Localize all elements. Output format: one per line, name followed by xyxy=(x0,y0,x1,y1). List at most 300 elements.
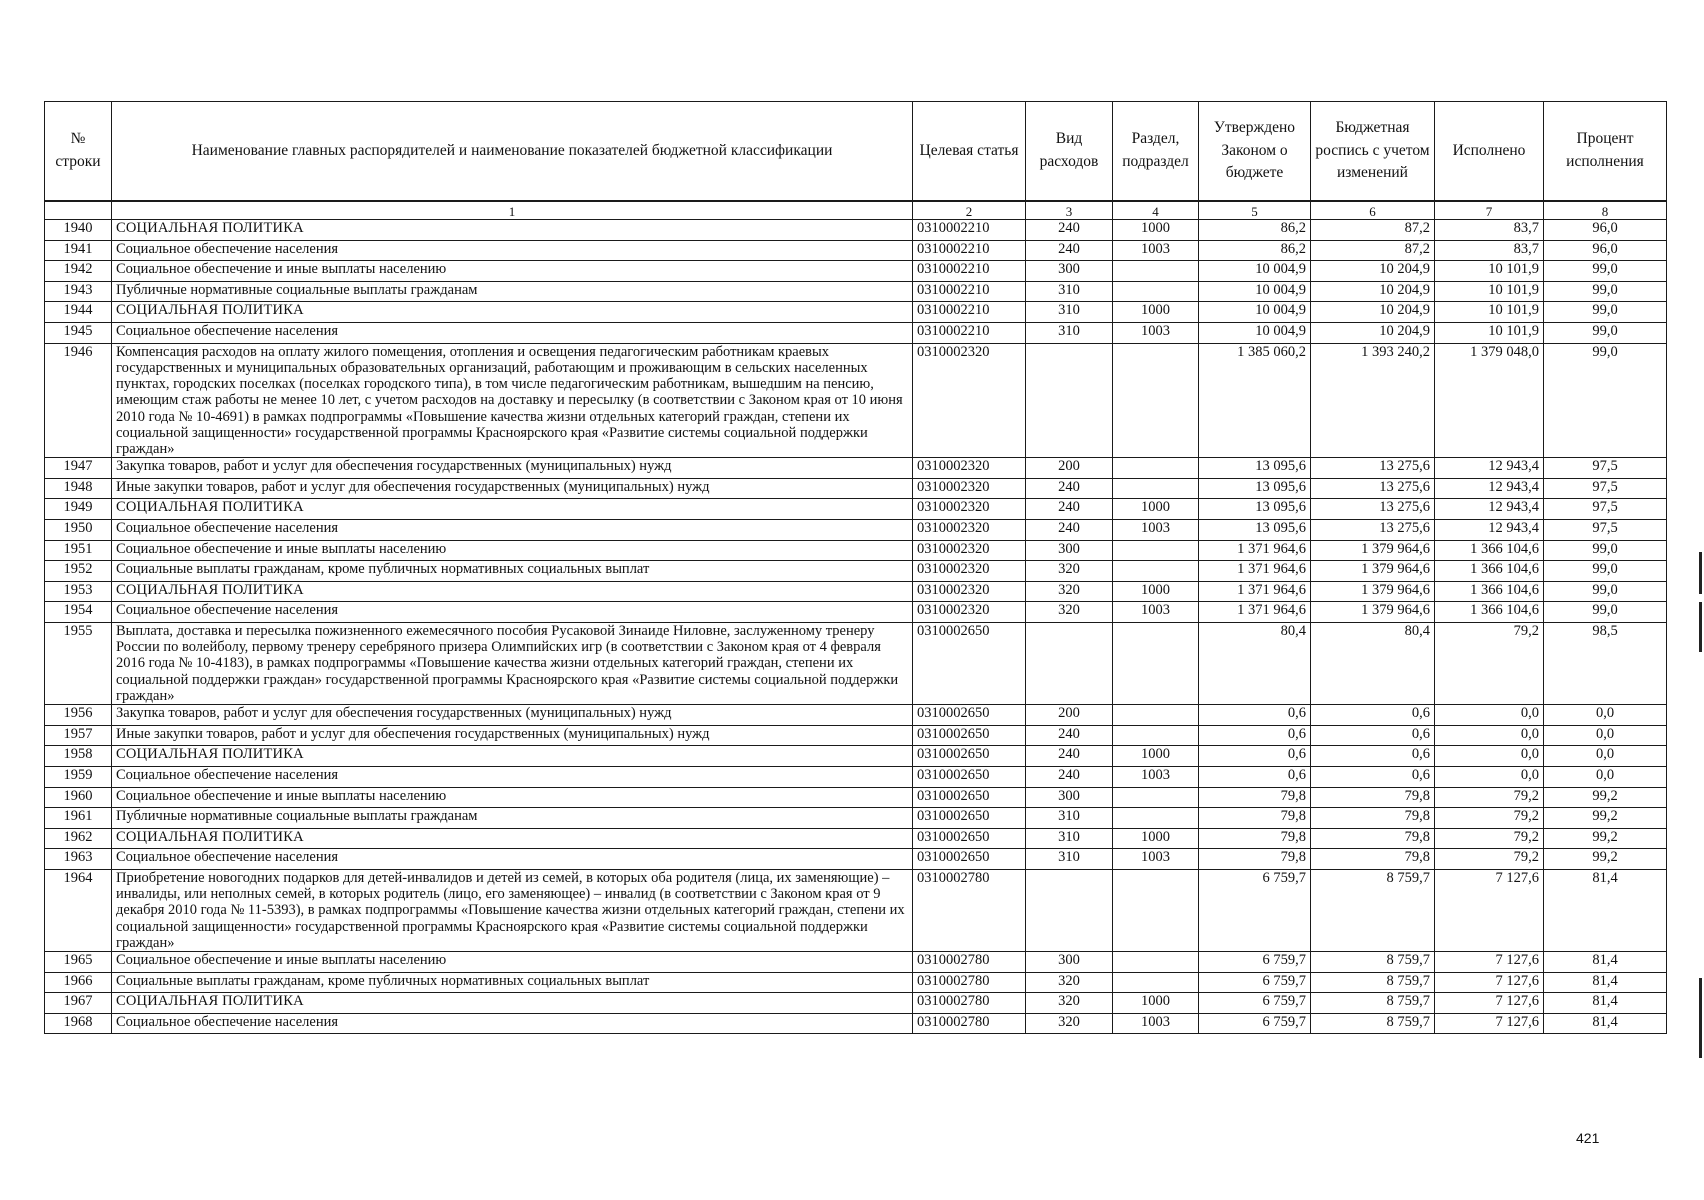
row-executed: 79,2 xyxy=(1435,828,1544,849)
row-target-article: 0310002210 xyxy=(913,261,1026,282)
row-number: 1957 xyxy=(45,725,112,746)
row-target-article: 0310002650 xyxy=(913,787,1026,808)
row-section xyxy=(1113,261,1199,282)
row-executed: 1 366 104,6 xyxy=(1435,561,1544,582)
row-name: Приобретение новогодних подарков для детей-инвалидов и детей из семей, в которых оба родителя (лица, их заменяющие) – инвалиды, или неполных семей, в которых родитель (лицо, его заменяющее) – инвалид (в соответствии с Законом края от 9 декабря 2010 года № 11-5393), в рамках подпрограммы «Повышение качества жизни отдельных категорий граждан, степени их социальной защищенности» государственной программы Красноярского края «Развитие системы социальной поддержки граждан» xyxy=(112,869,913,951)
row-executed: 1 366 104,6 xyxy=(1435,581,1544,602)
row-name: Социальное обеспечение и иные выплаты населению xyxy=(112,787,913,808)
row-budget-schedule: 8 759,7 xyxy=(1311,952,1435,973)
page-number: 421 xyxy=(1576,1130,1600,1146)
row-executed: 7 127,6 xyxy=(1435,993,1544,1014)
row-expense-type: 240 xyxy=(1026,746,1113,767)
row-name: Публичные нормативные социальные выплаты гражданам xyxy=(112,808,913,829)
row-approved: 79,8 xyxy=(1199,808,1311,829)
row-percent: 81,4 xyxy=(1544,952,1667,973)
row-number: 1943 xyxy=(45,281,112,302)
row-section: 1000 xyxy=(1113,220,1199,241)
row-budget-schedule: 79,8 xyxy=(1311,787,1435,808)
row-expense-type: 200 xyxy=(1026,705,1113,726)
row-section: 1000 xyxy=(1113,302,1199,323)
row-approved: 0,6 xyxy=(1199,766,1311,787)
row-budget-schedule: 8 759,7 xyxy=(1311,993,1435,1014)
table-row xyxy=(45,746,1667,767)
row-percent: 99,0 xyxy=(1544,281,1667,302)
row-percent: 97,5 xyxy=(1544,478,1667,499)
row-number: 1952 xyxy=(45,561,112,582)
row-expense-type: 240 xyxy=(1026,240,1113,261)
row-approved: 86,2 xyxy=(1199,220,1311,241)
row-percent: 99,2 xyxy=(1544,849,1667,870)
row-target-article: 0310002210 xyxy=(913,240,1026,261)
column-number: 4 xyxy=(1113,201,1199,220)
row-name: Социальное обеспечение и иные выплаты населению xyxy=(112,540,913,561)
row-target-article: 0310002780 xyxy=(913,1013,1026,1034)
row-number: 1946 xyxy=(45,343,112,458)
row-target-article: 0310002320 xyxy=(913,458,1026,479)
row-section: 1003 xyxy=(1113,1013,1199,1034)
row-percent: 99,0 xyxy=(1544,261,1667,282)
row-expense-type: 300 xyxy=(1026,787,1113,808)
row-expense-type: 320 xyxy=(1026,1013,1113,1034)
row-target-article: 0310002320 xyxy=(913,343,1026,458)
row-executed: 12 943,4 xyxy=(1435,499,1544,520)
row-number: 1950 xyxy=(45,519,112,540)
row-approved: 10 004,9 xyxy=(1199,281,1311,302)
row-expense-type: 300 xyxy=(1026,540,1113,561)
row-percent: 0,0 xyxy=(1544,725,1667,746)
row-number: 1944 xyxy=(45,302,112,323)
row-executed: 1 366 104,6 xyxy=(1435,602,1544,623)
row-number: 1951 xyxy=(45,540,112,561)
scan-edge-mark xyxy=(1699,602,1702,652)
table-row xyxy=(45,602,1667,623)
row-executed: 10 101,9 xyxy=(1435,322,1544,343)
table-row xyxy=(45,478,1667,499)
table-row xyxy=(45,322,1667,343)
column-number: 3 xyxy=(1026,201,1113,220)
row-name: Социальное обеспечение и иные выплаты населению xyxy=(112,952,913,973)
table-body xyxy=(45,220,1667,1034)
row-budget-schedule: 0,6 xyxy=(1311,766,1435,787)
table-row xyxy=(45,499,1667,520)
row-executed: 79,2 xyxy=(1435,622,1544,704)
row-budget-schedule: 13 275,6 xyxy=(1311,519,1435,540)
table-row xyxy=(45,302,1667,323)
table-row xyxy=(45,540,1667,561)
row-section xyxy=(1113,952,1199,973)
row-expense-type: 240 xyxy=(1026,519,1113,540)
column-number-blank xyxy=(45,201,112,220)
row-budget-schedule: 10 204,9 xyxy=(1311,302,1435,323)
row-budget-schedule: 8 759,7 xyxy=(1311,869,1435,951)
row-percent: 99,0 xyxy=(1544,581,1667,602)
row-name: Компенсация расходов на оплату жилого помещения, отопления и освещения педагогическим работникам краевых государственных и муниципальных образовательных организаций, работающим и проживающим в сельских населенных пунктах, городских поселках (поселках городского типа), в том числе педагогическим работникам, вышедшим на пенсию, имеющим стаж работы не менее 10 лет, с учетом расходов на доставку и пересылку (в соответствии с Законом края от 10 июня 2010 года № 10-4691) в рамках подпрограммы «Повышение качества жизни отдельных категорий граждан, степени их социальной защищенности» государственной программы Красноярского края «Развитие системы социальной поддержки граждан» xyxy=(112,343,913,458)
row-approved: 10 004,9 xyxy=(1199,261,1311,282)
row-approved: 0,6 xyxy=(1199,705,1311,726)
row-executed: 10 101,9 xyxy=(1435,302,1544,323)
header-budget-schedule: Бюджетная роспись с учетом изменений xyxy=(1311,102,1435,201)
row-target-article: 0310002320 xyxy=(913,581,1026,602)
row-section: 1003 xyxy=(1113,322,1199,343)
scan-edge-mark xyxy=(1699,978,1702,1058)
column-number: 8 xyxy=(1544,201,1667,220)
row-approved: 6 759,7 xyxy=(1199,1013,1311,1034)
row-name: Социальное обеспечение населения xyxy=(112,240,913,261)
row-executed: 10 101,9 xyxy=(1435,281,1544,302)
table-row xyxy=(45,725,1667,746)
row-section xyxy=(1113,561,1199,582)
header-approved: Утверждено Законом о бюджете xyxy=(1199,102,1311,201)
row-budget-schedule: 13 275,6 xyxy=(1311,458,1435,479)
row-approved: 86,2 xyxy=(1199,240,1311,261)
row-percent: 97,5 xyxy=(1544,519,1667,540)
row-percent: 0,0 xyxy=(1544,766,1667,787)
row-name: Социальное обеспечение и иные выплаты населению xyxy=(112,261,913,282)
row-target-article: 0310002650 xyxy=(913,849,1026,870)
row-name: Закупка товаров, работ и услуг для обеспечения государственных (муниципальных) нужд xyxy=(112,705,913,726)
row-expense-type xyxy=(1026,343,1113,458)
header-row xyxy=(45,102,1667,201)
row-number: 1942 xyxy=(45,261,112,282)
row-name: Социальные выплаты гражданам, кроме публичных нормативных социальных выплат xyxy=(112,972,913,993)
row-expense-type: 300 xyxy=(1026,261,1113,282)
row-executed: 0,0 xyxy=(1435,725,1544,746)
row-budget-schedule: 1 379 964,6 xyxy=(1311,602,1435,623)
column-number: 2 xyxy=(913,201,1026,220)
row-number: 1963 xyxy=(45,849,112,870)
row-number: 1960 xyxy=(45,787,112,808)
row-number: 1962 xyxy=(45,828,112,849)
row-section: 1000 xyxy=(1113,746,1199,767)
row-executed: 12 943,4 xyxy=(1435,478,1544,499)
row-executed: 1 379 048,0 xyxy=(1435,343,1544,458)
column-number: 6 xyxy=(1311,201,1435,220)
row-name: Социальное обеспечение населения xyxy=(112,849,913,870)
row-target-article: 0310002320 xyxy=(913,540,1026,561)
row-approved: 79,8 xyxy=(1199,849,1311,870)
row-section xyxy=(1113,808,1199,829)
row-percent: 0,0 xyxy=(1544,746,1667,767)
row-section: 1000 xyxy=(1113,499,1199,520)
row-number: 1958 xyxy=(45,746,112,767)
table-row xyxy=(45,766,1667,787)
table-row xyxy=(45,705,1667,726)
row-budget-schedule: 0,6 xyxy=(1311,705,1435,726)
row-section: 1003 xyxy=(1113,766,1199,787)
row-target-article: 0310002210 xyxy=(913,322,1026,343)
row-percent: 99,0 xyxy=(1544,322,1667,343)
row-number: 1965 xyxy=(45,952,112,973)
row-percent: 99,0 xyxy=(1544,540,1667,561)
row-approved: 6 759,7 xyxy=(1199,972,1311,993)
row-target-article: 0310002650 xyxy=(913,766,1026,787)
row-expense-type: 310 xyxy=(1026,808,1113,829)
row-expense-type: 320 xyxy=(1026,972,1113,993)
row-expense-type: 240 xyxy=(1026,220,1113,241)
row-target-article: 0310002210 xyxy=(913,220,1026,241)
row-executed: 79,2 xyxy=(1435,808,1544,829)
row-percent: 98,5 xyxy=(1544,622,1667,704)
row-target-article: 0310002320 xyxy=(913,561,1026,582)
row-approved: 0,6 xyxy=(1199,746,1311,767)
row-name: Социальное обеспечение населения xyxy=(112,519,913,540)
row-approved: 79,8 xyxy=(1199,828,1311,849)
row-target-article: 0310002320 xyxy=(913,519,1026,540)
row-budget-schedule: 79,8 xyxy=(1311,849,1435,870)
row-executed: 83,7 xyxy=(1435,240,1544,261)
row-section xyxy=(1113,281,1199,302)
row-executed: 10 101,9 xyxy=(1435,261,1544,282)
row-number: 1940 xyxy=(45,220,112,241)
row-number: 1961 xyxy=(45,808,112,829)
row-budget-schedule: 10 204,9 xyxy=(1311,261,1435,282)
row-expense-type xyxy=(1026,622,1113,704)
row-budget-schedule: 80,4 xyxy=(1311,622,1435,704)
row-budget-schedule: 0,6 xyxy=(1311,725,1435,746)
row-number: 1947 xyxy=(45,458,112,479)
row-expense-type: 310 xyxy=(1026,828,1113,849)
row-approved: 10 004,9 xyxy=(1199,322,1311,343)
row-budget-schedule: 1 379 964,6 xyxy=(1311,561,1435,582)
row-number: 1956 xyxy=(45,705,112,726)
row-budget-schedule: 10 204,9 xyxy=(1311,322,1435,343)
row-executed: 79,2 xyxy=(1435,849,1544,870)
table-row xyxy=(45,993,1667,1014)
row-executed: 12 943,4 xyxy=(1435,458,1544,479)
row-approved: 6 759,7 xyxy=(1199,869,1311,951)
table-row xyxy=(45,519,1667,540)
row-section: 1000 xyxy=(1113,828,1199,849)
row-section: 1003 xyxy=(1113,240,1199,261)
row-percent: 0,0 xyxy=(1544,705,1667,726)
row-approved: 6 759,7 xyxy=(1199,993,1311,1014)
row-name: Иные закупки товаров, работ и услуг для обеспечения государственных (муниципальных) нужд xyxy=(112,725,913,746)
row-expense-type: 320 xyxy=(1026,561,1113,582)
row-name: Иные закупки товаров, работ и услуг для обеспечения государственных (муниципальных) нужд xyxy=(112,478,913,499)
row-name: СОЦИАЛЬНАЯ ПОЛИТИКА xyxy=(112,993,913,1014)
table-row xyxy=(45,849,1667,870)
table-row xyxy=(45,828,1667,849)
row-approved: 6 759,7 xyxy=(1199,952,1311,973)
row-budget-schedule: 79,8 xyxy=(1311,828,1435,849)
row-target-article: 0310002780 xyxy=(913,972,1026,993)
row-percent: 99,0 xyxy=(1544,602,1667,623)
row-number: 1955 xyxy=(45,622,112,704)
header-target-article: Целевая статья xyxy=(913,102,1026,201)
header-expense-type: Вид расходов xyxy=(1026,102,1113,201)
row-approved: 1 385 060,2 xyxy=(1199,343,1311,458)
row-number: 1949 xyxy=(45,499,112,520)
row-name: СОЦИАЛЬНАЯ ПОЛИТИКА xyxy=(112,581,913,602)
row-percent: 99,0 xyxy=(1544,302,1667,323)
row-executed: 0,0 xyxy=(1435,705,1544,726)
row-target-article: 0310002320 xyxy=(913,499,1026,520)
row-budget-schedule: 0,6 xyxy=(1311,746,1435,767)
row-section xyxy=(1113,343,1199,458)
row-approved: 79,8 xyxy=(1199,787,1311,808)
row-section xyxy=(1113,787,1199,808)
row-number: 1959 xyxy=(45,766,112,787)
row-section xyxy=(1113,478,1199,499)
header-name: Наименование главных распорядителей и наименование показателей бюджетной классификации xyxy=(112,102,913,201)
row-number: 1967 xyxy=(45,993,112,1014)
row-approved: 13 095,6 xyxy=(1199,519,1311,540)
row-percent: 96,0 xyxy=(1544,220,1667,241)
table-row xyxy=(45,240,1667,261)
row-percent: 99,2 xyxy=(1544,808,1667,829)
row-expense-type: 200 xyxy=(1026,458,1113,479)
row-approved: 13 095,6 xyxy=(1199,499,1311,520)
row-section xyxy=(1113,705,1199,726)
row-target-article: 0310002780 xyxy=(913,869,1026,951)
table-row xyxy=(45,787,1667,808)
row-expense-type: 310 xyxy=(1026,322,1113,343)
row-percent: 81,4 xyxy=(1544,972,1667,993)
row-section xyxy=(1113,869,1199,951)
budget-execution-table xyxy=(44,101,1667,1034)
row-executed: 83,7 xyxy=(1435,220,1544,241)
row-target-article: 0310002210 xyxy=(913,281,1026,302)
row-expense-type: 320 xyxy=(1026,581,1113,602)
row-percent: 81,4 xyxy=(1544,869,1667,951)
row-name: Выплата, доставка и пересылка пожизненного ежемесячного пособия Русаковой Зинаиде Ниловне, заслуженному тренеру России по волейболу, первому тренеру серебряного призера Олимпийских игр (в соответствии с Законом края от 4 февраля 2016 года № 10-4183), в рамках подпрограммы «Повышение качества жизни отдельных категорий граждан, степени их социальной поддержки граждан» государственной программы Красноярского края «Развитие системы социальной поддержки граждан» xyxy=(112,622,913,704)
row-approved: 80,4 xyxy=(1199,622,1311,704)
column-number: 5 xyxy=(1199,201,1311,220)
row-target-article: 0310002650 xyxy=(913,725,1026,746)
row-budget-schedule: 1 393 240,2 xyxy=(1311,343,1435,458)
row-percent: 99,0 xyxy=(1544,561,1667,582)
row-executed: 0,0 xyxy=(1435,746,1544,767)
scan-edge-mark xyxy=(1699,552,1702,594)
table-header xyxy=(45,102,1667,220)
row-section xyxy=(1113,540,1199,561)
row-expense-type: 240 xyxy=(1026,725,1113,746)
row-section: 1003 xyxy=(1113,602,1199,623)
row-name: СОЦИАЛЬНАЯ ПОЛИТИКА xyxy=(112,746,913,767)
row-expense-type: 300 xyxy=(1026,952,1113,973)
row-section xyxy=(1113,972,1199,993)
row-executed: 7 127,6 xyxy=(1435,1013,1544,1034)
table-row xyxy=(45,952,1667,973)
row-executed: 79,2 xyxy=(1435,787,1544,808)
row-budget-schedule: 1 379 964,6 xyxy=(1311,540,1435,561)
row-budget-schedule: 87,2 xyxy=(1311,220,1435,241)
header-executed: Исполнено xyxy=(1435,102,1544,201)
row-percent: 97,5 xyxy=(1544,458,1667,479)
column-number: 1 xyxy=(112,201,913,220)
row-expense-type: 240 xyxy=(1026,478,1113,499)
row-budget-schedule: 10 204,9 xyxy=(1311,281,1435,302)
row-section: 1003 xyxy=(1113,519,1199,540)
row-percent: 97,5 xyxy=(1544,499,1667,520)
row-executed: 12 943,4 xyxy=(1435,519,1544,540)
table-row xyxy=(45,261,1667,282)
row-expense-type: 310 xyxy=(1026,281,1113,302)
row-target-article: 0310002650 xyxy=(913,746,1026,767)
row-name: Социальное обеспечение населения xyxy=(112,766,913,787)
table-row xyxy=(45,220,1667,241)
row-approved: 1 371 964,6 xyxy=(1199,561,1311,582)
table-row xyxy=(45,343,1667,458)
column-number: 7 xyxy=(1435,201,1544,220)
row-target-article: 0310002780 xyxy=(913,952,1026,973)
row-target-article: 0310002210 xyxy=(913,302,1026,323)
row-approved: 13 095,6 xyxy=(1199,458,1311,479)
row-expense-type: 310 xyxy=(1026,849,1113,870)
row-target-article: 0310002650 xyxy=(913,828,1026,849)
row-budget-schedule: 1 379 964,6 xyxy=(1311,581,1435,602)
row-executed: 7 127,6 xyxy=(1435,952,1544,973)
row-target-article: 0310002650 xyxy=(913,705,1026,726)
row-executed: 7 127,6 xyxy=(1435,972,1544,993)
row-name: Закупка товаров, работ и услуг для обеспечения государственных (муниципальных) нужд xyxy=(112,458,913,479)
table-row xyxy=(45,972,1667,993)
row-executed: 1 366 104,6 xyxy=(1435,540,1544,561)
row-approved: 1 371 964,6 xyxy=(1199,540,1311,561)
row-budget-schedule: 87,2 xyxy=(1311,240,1435,261)
row-percent: 99,0 xyxy=(1544,343,1667,458)
row-name: Социальное обеспечение населения xyxy=(112,322,913,343)
row-expense-type: 240 xyxy=(1026,766,1113,787)
row-executed: 0,0 xyxy=(1435,766,1544,787)
row-budget-schedule: 79,8 xyxy=(1311,808,1435,829)
row-expense-type: 310 xyxy=(1026,302,1113,323)
row-budget-schedule: 8 759,7 xyxy=(1311,972,1435,993)
row-number: 1966 xyxy=(45,972,112,993)
row-budget-schedule: 8 759,7 xyxy=(1311,1013,1435,1034)
row-name: Социальные выплаты гражданам, кроме публичных нормативных социальных выплат xyxy=(112,561,913,582)
row-section: 1000 xyxy=(1113,581,1199,602)
row-percent: 81,4 xyxy=(1544,1013,1667,1034)
column-number-row xyxy=(45,201,1667,220)
row-section xyxy=(1113,725,1199,746)
row-budget-schedule: 13 275,6 xyxy=(1311,478,1435,499)
row-expense-type: 240 xyxy=(1026,499,1113,520)
row-approved: 1 371 964,6 xyxy=(1199,581,1311,602)
header-percent: Процент исполнения xyxy=(1544,102,1667,201)
row-name: СОЦИАЛЬНАЯ ПОЛИТИКА xyxy=(112,220,913,241)
row-name: Социальное обеспечение населения xyxy=(112,602,913,623)
table-row xyxy=(45,458,1667,479)
row-expense-type: 320 xyxy=(1026,993,1113,1014)
row-number: 1954 xyxy=(45,602,112,623)
table-row xyxy=(45,1013,1667,1034)
row-executed: 7 127,6 xyxy=(1435,869,1544,951)
table-row xyxy=(45,561,1667,582)
row-name: СОЦИАЛЬНАЯ ПОЛИТИКА xyxy=(112,302,913,323)
row-target-article: 0310002320 xyxy=(913,478,1026,499)
row-section xyxy=(1113,622,1199,704)
row-number: 1941 xyxy=(45,240,112,261)
row-target-article: 0310002650 xyxy=(913,808,1026,829)
row-section xyxy=(1113,458,1199,479)
table-row xyxy=(45,622,1667,704)
row-percent: 96,0 xyxy=(1544,240,1667,261)
row-target-article: 0310002780 xyxy=(913,993,1026,1014)
row-number: 1964 xyxy=(45,869,112,951)
row-name: СОЦИАЛЬНАЯ ПОЛИТИКА xyxy=(112,499,913,520)
row-number: 1953 xyxy=(45,581,112,602)
table-row xyxy=(45,869,1667,951)
row-number: 1945 xyxy=(45,322,112,343)
row-expense-type xyxy=(1026,869,1113,951)
row-target-article: 0310002650 xyxy=(913,622,1026,704)
row-target-article: 0310002320 xyxy=(913,602,1026,623)
header-row-number: № строки xyxy=(45,102,112,201)
table-row xyxy=(45,581,1667,602)
row-section: 1000 xyxy=(1113,993,1199,1014)
row-percent: 99,2 xyxy=(1544,828,1667,849)
